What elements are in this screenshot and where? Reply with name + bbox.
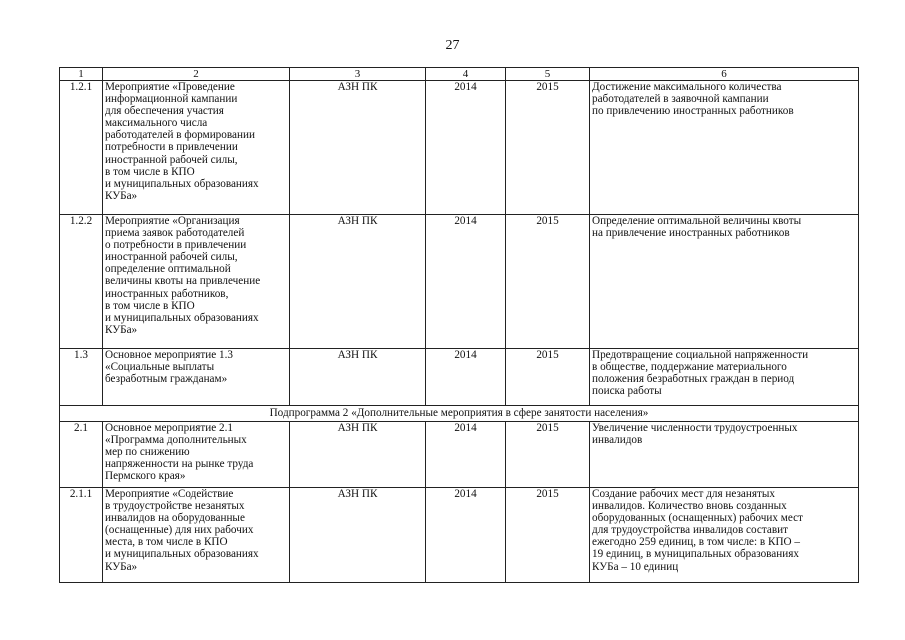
table-row [60,215,859,349]
column-header: 2 [103,68,290,81]
measure-name: Мероприятие «Содействие в трудоустройстве незанятых инвалидов на оборудованные (оснащенные) для них рабочих места, в том числе в КПО и муниципальных образованиях КУБа» [103,488,290,583]
expected-result: Определение оптимальной величины квоты на привлечение иностранных работников [590,215,859,349]
start-year: 2014 [426,81,506,215]
expected-result: Увеличение численности трудоустроенных инвалидов [590,422,859,488]
responsible-org: АЗН ПК [290,81,426,215]
end-year: 2015 [506,422,590,488]
row-number: 1.3 [60,349,103,406]
column-header: 5 [506,68,590,81]
measure-name: Мероприятие «Проведение информационной кампании для обеспечения участия максимального числа работодателей в формировании потребности в привлечении иностранной рабочей силы, в том числе в КПО и муниципальных образованиях КУБа» [103,81,290,215]
expected-result: Предотвращение социальной напряженности в обществе, поддержание материального положения безработных граждан в период поиска работы [590,349,859,406]
subprogram-row [60,406,859,422]
row-number: 1.2.1 [60,81,103,215]
column-header: 1 [60,68,103,81]
page-number: 27 [445,38,460,53]
responsible-org: АЗН ПК [290,349,426,406]
expected-result: Достижение максимального количества работодателей в заявочной кампании по привлечению иностранных работников [590,81,859,215]
responsible-org: АЗН ПК [290,488,426,583]
expected-result: Создание рабочих мест для незанятых инвалидов. Количество вновь созданных оборудованных (оснащенных) рабочих мест для трудоустройства инвалидов составит ежегодно 259 единиц, в том числе: в КПО – 19 единиц, в муниципальных образованиях КУБа – 10 единиц [590,488,859,583]
table-row [60,81,859,215]
responsible-org: АЗН ПК [290,422,426,488]
column-header: 3 [290,68,426,81]
start-year: 2014 [426,215,506,349]
end-year: 2015 [506,349,590,406]
table-row [60,488,859,583]
column-header: 6 [590,68,859,81]
start-year: 2014 [426,422,506,488]
subprogram-title: Подпрограмма 2 «Дополнительные мероприятия в сфере занятости населения» [60,406,859,422]
measure-name: Основное мероприятие 1.3 «Социальные выплаты безработным гражданам» [103,349,290,406]
measures-table [59,67,859,583]
measure-name: Основное мероприятие 2.1 «Программа дополнительных мер по снижению напряженности на рынке труда Пермского края» [103,422,290,488]
row-number: 2.1.1 [60,488,103,583]
responsible-org: АЗН ПК [290,215,426,349]
start-year: 2014 [426,488,506,583]
table-row [60,349,859,406]
row-number: 2.1 [60,422,103,488]
row-number: 1.2.2 [60,215,103,349]
table-row [60,422,859,488]
end-year: 2015 [506,81,590,215]
end-year: 2015 [506,215,590,349]
column-header: 4 [426,68,506,81]
measure-name: Мероприятие «Организация приема заявок работодателей о потребности в привлечении иностранной рабочей силы, определение оптимальной величины квоты на привлечение иностранных работников, в том числе в КПО и муниципальных образованиях КУБа» [103,215,290,349]
start-year: 2014 [426,349,506,406]
end-year: 2015 [506,488,590,583]
table-header-row [60,68,859,81]
